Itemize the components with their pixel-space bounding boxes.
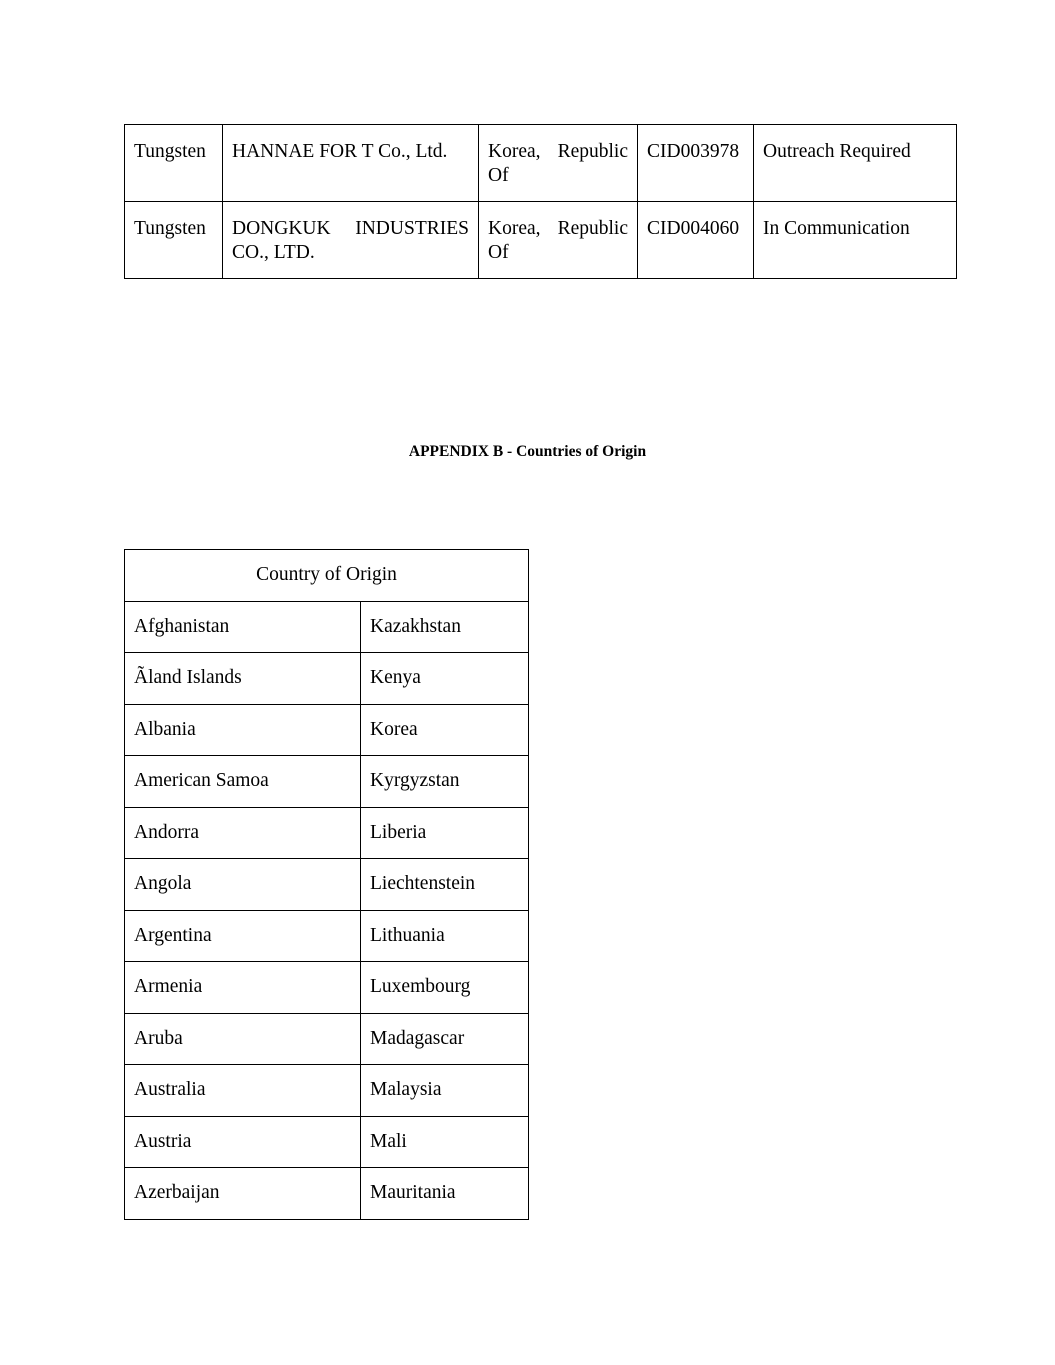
smelter-country-cell: Korea, Republic Of: [479, 202, 638, 279]
table-row: [125, 704, 529, 756]
metal-cell: Tungsten: [125, 125, 223, 202]
country-cell: Korea: [361, 704, 529, 756]
smelter-table: [124, 124, 957, 279]
table-row: [125, 962, 529, 1014]
country-cell: American Samoa: [125, 756, 361, 808]
smelter-id-cell: CID004060: [638, 202, 754, 279]
country-cell: Mauritania: [361, 1168, 529, 1220]
table-row: [125, 601, 529, 653]
country-cell: Mali: [361, 1116, 529, 1168]
country-cell: Angola: [125, 859, 361, 911]
table-row: [125, 1168, 529, 1220]
table-row: [125, 1065, 529, 1117]
table-row: [125, 910, 529, 962]
table-row: [125, 125, 957, 202]
country-cell: Kenya: [361, 653, 529, 705]
country-cell: Aruba: [125, 1013, 361, 1065]
table-row: [125, 807, 529, 859]
country-cell: Liechtenstein: [361, 859, 529, 911]
table-row: [125, 202, 957, 279]
table-header-row: [125, 550, 529, 602]
smelter-name-cell: HANNAE FOR T Co., Ltd.: [223, 125, 479, 202]
metal-cell: Tungsten: [125, 202, 223, 279]
table-row: [125, 653, 529, 705]
country-cell: Argentina: [125, 910, 361, 962]
country-cell: Kazakhstan: [361, 601, 529, 653]
country-table-header: Country of Origin: [125, 550, 529, 602]
table-row: [125, 1116, 529, 1168]
country-cell: Ãland Islands: [125, 653, 361, 705]
country-cell: Azerbaijan: [125, 1168, 361, 1220]
country-cell: Madagascar: [361, 1013, 529, 1065]
table-row: [125, 756, 529, 808]
country-cell: Albania: [125, 704, 361, 756]
country-cell: Luxembourg: [361, 962, 529, 1014]
country-cell: Liberia: [361, 807, 529, 859]
country-cell: Austria: [125, 1116, 361, 1168]
smelter-country-cell: Korea, Republic Of: [479, 125, 638, 202]
country-cell: Kyrgyzstan: [361, 756, 529, 808]
country-of-origin-table: [124, 549, 529, 1220]
country-cell: Armenia: [125, 962, 361, 1014]
appendix-title: APPENDIX B - Countries of Origin: [408, 443, 647, 460]
smelter-name-cell: DONGKUK INDUSTRIES CO., LTD.: [223, 202, 479, 279]
country-cell: Lithuania: [361, 910, 529, 962]
smelter-status-cell: In Communication: [754, 202, 957, 279]
smelter-status-cell: Outreach Required: [754, 125, 957, 202]
country-cell: Afghanistan: [125, 601, 361, 653]
country-cell: Australia: [125, 1065, 361, 1117]
country-cell: Malaysia: [361, 1065, 529, 1117]
smelter-id-cell: CID003978: [638, 125, 754, 202]
country-cell: Andorra: [125, 807, 361, 859]
table-row: [125, 1013, 529, 1065]
table-row: [125, 859, 529, 911]
